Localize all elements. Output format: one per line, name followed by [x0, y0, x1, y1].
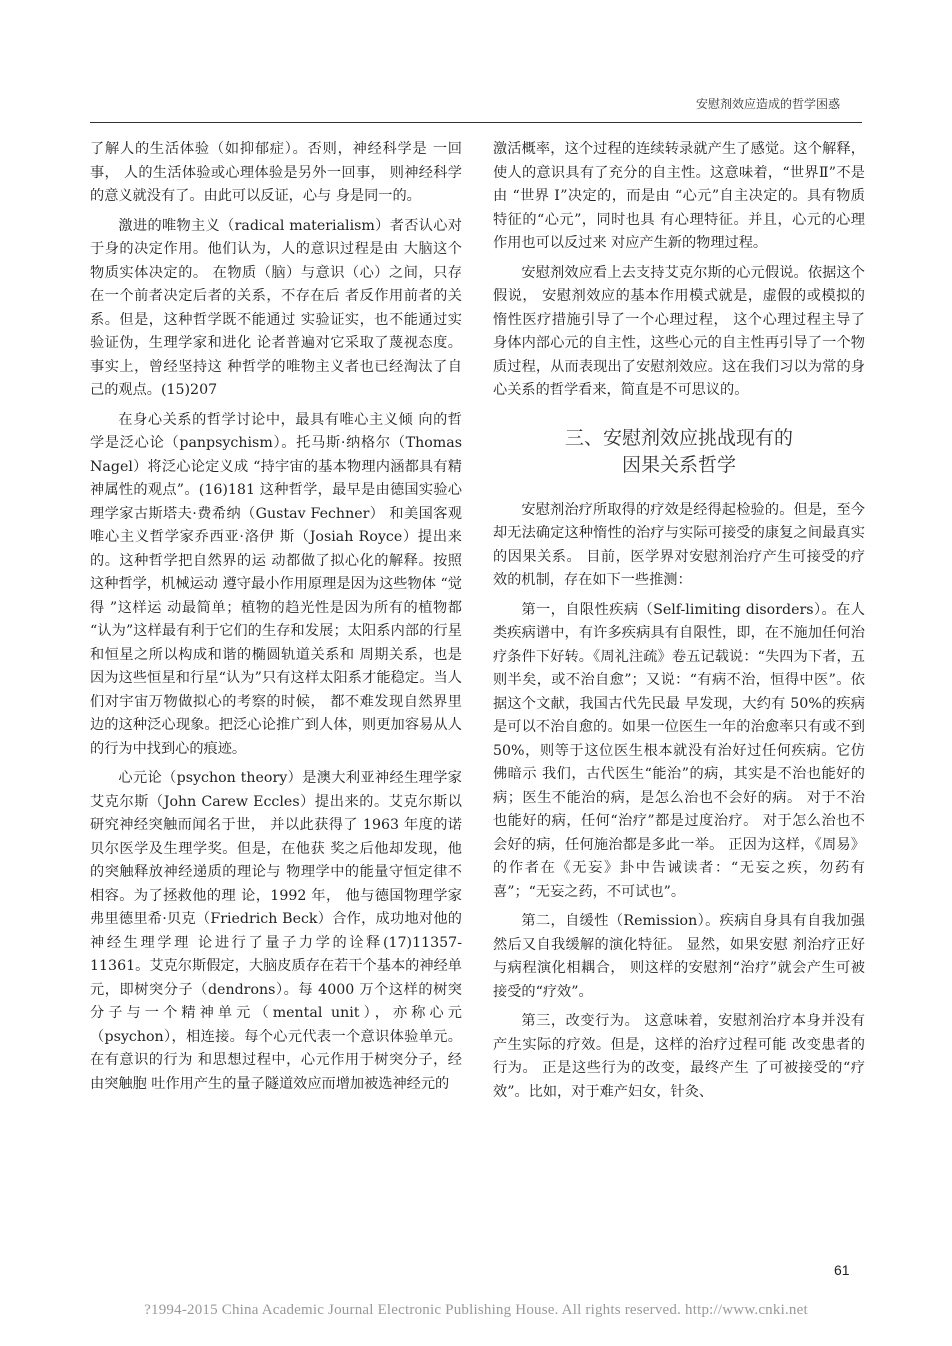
- paragraph: 第二，自缓性（Remission）。疾病自身具有自我加强然后又自我缓解的演化特征。 显然，如果安慰 剂治疗正好与病程演化相耦合， 则这样的安慰剂“治疗”就会产生可被接受的“疗效”。: [493, 913, 865, 1000]
- running-title: 安慰剂效应造成的哲学困惑: [695, 97, 840, 111]
- paragraph: 第一，自限性疾病（Self-limiting disorders）。在人类疾病谱中，有许多疾病具有自限性，即，在不施加任何治疗条件下好转。《周礼注疏》卷五记载说：“失四为下者，五则半矣，或不治自愈”；又说：“有病不治，恒得中医”。依据这个文献，我国古代先民最 早发现，大约有 50%的疾病是可以不治自愈的。如果一位医生一年的治愈率只有或不到 50%，则等于这位医生根本就没有治好过任何疾病。它仿佛暗示 我们，古代医生“能治”的病，其实是不治也能好的病；医生不能治的病，是怎么治也不会好的病。 对于不治也能好的病，任何“治疗”都是过度治疗。 对于怎么治也不会好的病，任何施治都是多此一举。 正因为这样，《周易》的作者在《无妄》卦中告诫读者：“无妄之疾，勿药有喜”；“无妄之药，不可试也”。: [493, 601, 865, 900]
- page-number: 61: [834, 1262, 850, 1278]
- paragraph: 第三，改变行为。 这意味着，安慰剂治疗本身并没有产生实际的疗效。但是，这样的治疗过程可能 改变患者的行为。 正是这些行为的改变，最终产生 了可被接受的“疗效”。比如，对于难产妇女，针灸、: [493, 1013, 865, 1100]
- copyright-footer: ?1994-2015 China Academic Journal Electronic Publishing House. All rights reserved. http://www.cnki.net: [144, 1302, 808, 1318]
- header-rule: [90, 122, 862, 123]
- paragraph: 安慰剂效应看上去支持艾克尔斯的心元假说。依据这个假说， 安慰剂效应的基本作用模式就是，虚假的或模拟的惰性医疗措施引导了一个心理过程， 这个心理过程主导了身体内部心元的自主性，这些心元的自主性再引导了一个物质过程，从而表现出了安慰剂效应。这在我们习以为常的身心关系的哲学看来，简直是不可思议的。: [493, 264, 865, 398]
- paragraph: 激活概率，这个过程的连续转录就产生了感觉。这个解释，使人的意识具有了充分的自主性。这意味着，“世界Ⅱ”不是由 “世界 Ⅰ”决定的，而是由 “心元”自主决定的。具有物质特征的“心元”，同时也具 有心理特征。并且，心元的心理作用也可以反过来 对应产生新的物理过程。: [493, 141, 865, 251]
- paragraph: 激进的唯物主义（radical materialism）者否认心对于身的决定作用。他们认为，人的意识过程是由 大脑这个物质实体决定的。 在物质（脑）与意识（心）之间，只存在一个前者决定后者的关系，不存在后 者反作用前者的关系。但是，这种哲学既不能通过 实验证实，也不能通过实验证伪，生理学家和进化 论者普遍对它采取了蔑视态度。事实上，曾经坚持这 种哲学的唯物主义者也已经淘汰了自己的观点。(15)207: [90, 217, 462, 398]
- paragraph: 心元论（psychon theory）是澳大利亚神经生理学家艾克尔斯（John Carew Eccles）提出来的。艾克尔斯以研究神经突触而闻名于世， 并以此获得了 1963 年度的诺贝尔医学及生理学奖。但是，在他获 奖之后他却发现，他的突触释放神经递质的理论与 物理学中的能量守恒定律不相容。为了拯救他的理 论，1992 年， 他与德国物理学家弗里德里希·贝克（Friedrich Beck）合作，成功地对他的神经生理学理 论进行了量子力学的诠释(17)11357-11361。艾克尔斯假定，大脑皮质存在若干个基本的神经单元，即树突分子（dendrons）。每 4000 万个这样的树突分子与一个精神单元（mental unit），亦称心元（psychon），相连接。每个心元代表一个意识体验单元。在有意识的行为 和思想过程中，心元作用于树突分子，经由突触胞 吐作用产生的量子隧道效应而增加被选神经元的: [90, 770, 462, 1092]
- section-heading: [493, 425, 865, 479]
- right-column: [493, 138, 865, 1110]
- left-column: [90, 138, 462, 1102]
- paragraph: 在身心关系的哲学讨论中，最具有唯心主义倾 向的哲学是泛心论（panpsychism）。托马斯·纳格尔（Thomas Nagel）将泛心论定义成 “持宇宙的基本物理内涵都具有精神属性的观点”。(16)181 这种哲学，最早是由德国实验心理学家古斯塔夫·费希纳（Gustav Fechner） 和美国客观唯心主义哲学家乔西亚·洛伊 斯（Josiah Royce）提出来的。这种哲学把自然界的运 动都做了拟心化的解释。按照这种哲学，机械运动 遵守最小作用原理是因为这些物体 “觉得 ”这样运 动最简单；植物的趋光性是因为所有的植物都 “认为”这样最有利于它们的生存和发展；太阳系内部的行星和恒星之所以构成和谐的椭圆轨道关系和 周期关系，也是因为这些恒星和行星“认为”只有这样太阳系才能稳定。当人们对宇宙万物做拟心的考察的时候， 都不难发现自然界里边的这种泛心现象。把泛心论推广到人体，则更加容易从人的行为中找到心的痕迹。: [90, 411, 462, 757]
- paragraph: 了解人的生活体验（如抑郁症）。否则，神经科学是 一回事， 人的生活体验或心理体验是另外一回事， 则神经科学的意义就没有了。由此可以反证，心与 身是同一的。: [90, 141, 462, 204]
- section-heading-line1: 三、安慰剂效应挑战现有的: [564, 426, 793, 449]
- section-heading-line2: 因果关系哲学: [621, 453, 736, 476]
- paragraph: 安慰剂治疗所取得的疗效是经得起检验的。但是，至今却无法确定这种惰性的治疗与实际可接受的康复之间最真实的因果关系。 目前，医学界对安慰剂治疗产生可接受的疗效的机制，存在如下一些推测：: [493, 501, 865, 588]
